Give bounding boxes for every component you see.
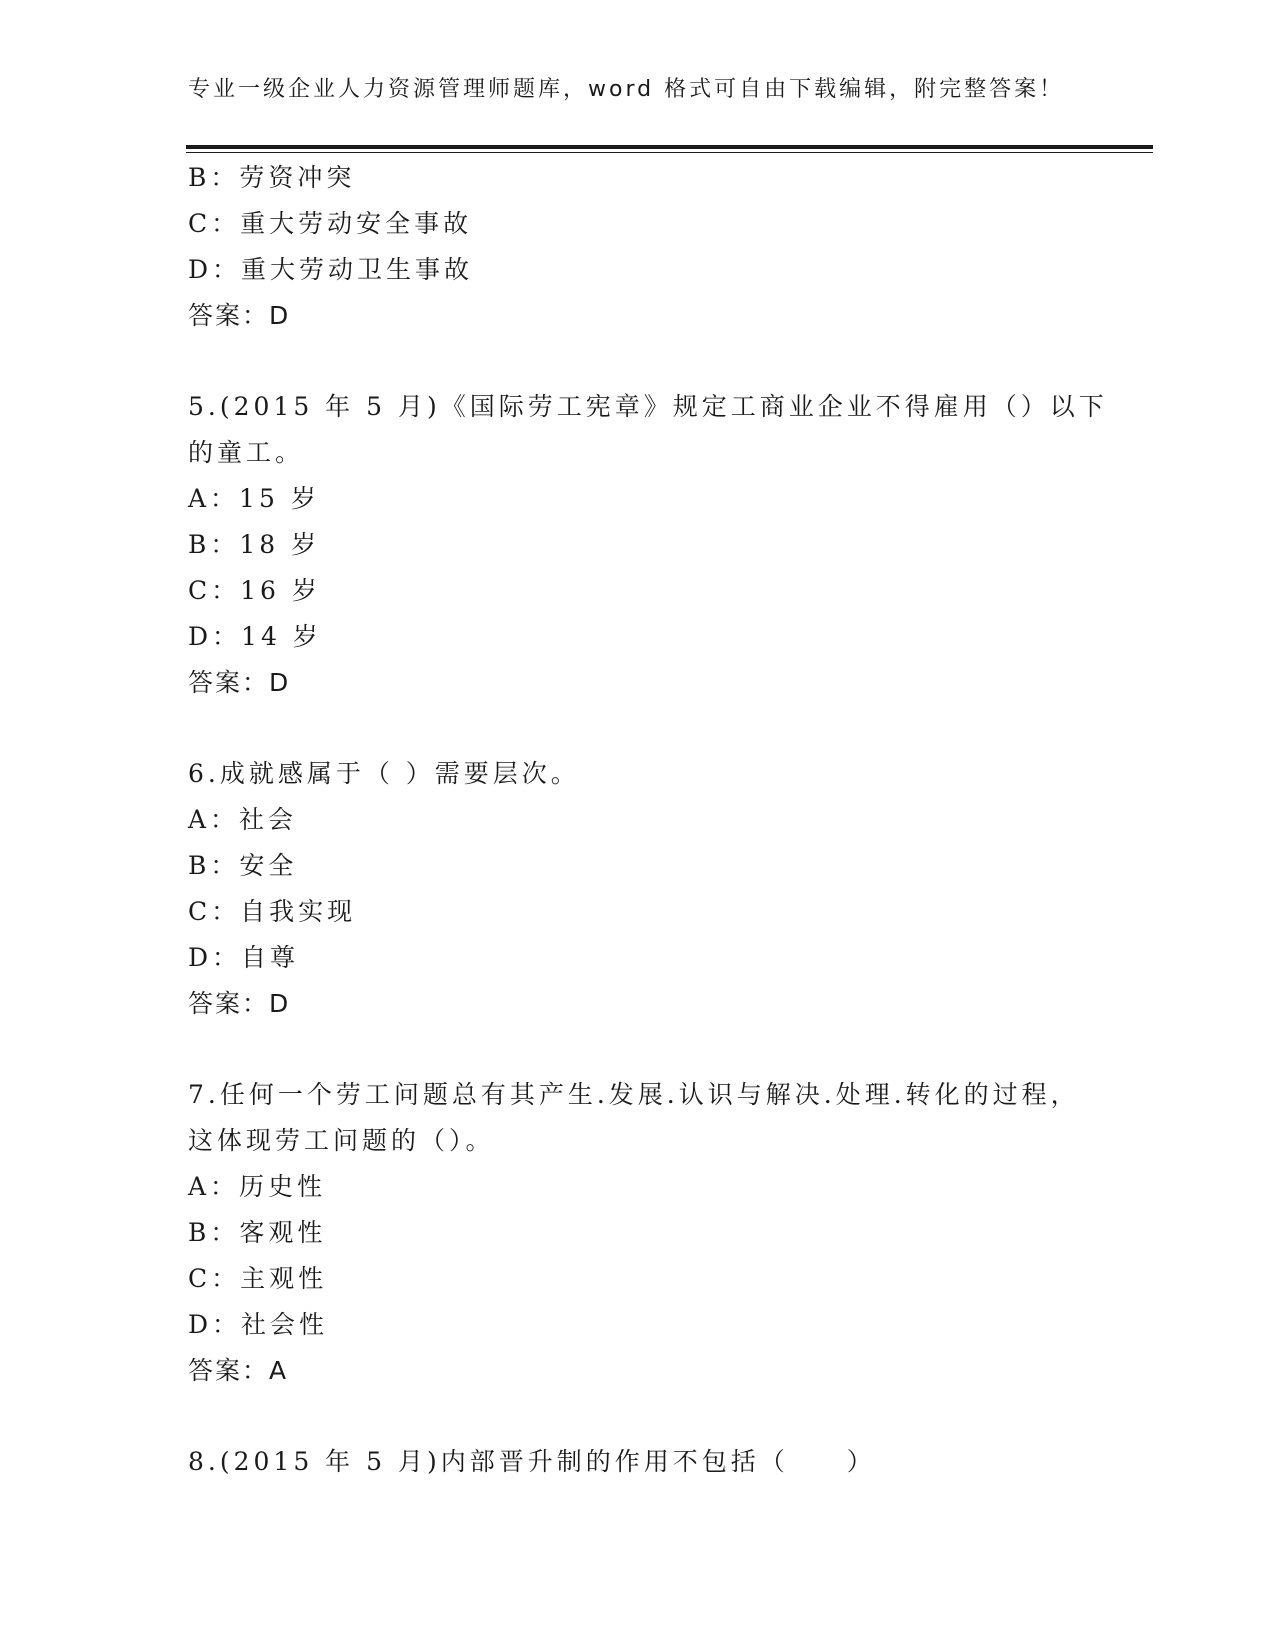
option-d: D：14 岁 (188, 622, 322, 651)
question-stem: 8.(2015 年 5 月)内部晋升制的作用不包括（ ） (188, 1447, 876, 1476)
option-c: C：16 岁 (188, 576, 321, 605)
option-a: A：社会 (188, 805, 298, 834)
question-stem-cont: 的童工。 (188, 438, 305, 467)
answer: 答案：D (188, 989, 291, 1018)
option-d: D：社会性 (188, 1310, 329, 1339)
option-d: D：自尊 (188, 943, 300, 972)
page-header: 专业一级企业人力资源管理师题库，word 格式可自由下载编辑，附完整答案！ (188, 77, 1065, 102)
answer: 答案：D (188, 668, 291, 697)
option-a: A：历史性 (188, 1172, 327, 1201)
option-b: B：客观性 (188, 1218, 327, 1247)
option-c: C：主观性 (188, 1264, 328, 1293)
question-stem: 7.任何一个劳工问题总有其产生.发展.认识与解决.处理.转化的过程， (188, 1080, 1080, 1109)
question-6 (188, 751, 1088, 1027)
question-8 (188, 1439, 1088, 1485)
answer: 答案：D (188, 301, 291, 330)
option-d: D：重大劳动卫生事故 (188, 255, 474, 284)
option-a: A：15 岁 (188, 484, 320, 513)
header-rule-thin (186, 152, 1153, 153)
question-list (188, 155, 1108, 1485)
option-b: B：安全 (188, 851, 298, 880)
header-rule-thick (186, 145, 1153, 149)
question-stem: 6.成就感属于（ ）需要层次。 (188, 759, 580, 788)
question-7 (188, 1072, 1088, 1394)
option-c: C：重大劳动安全事故 (188, 209, 473, 238)
question-stem-cont: 这体现劳工问题的（）。 (188, 1126, 495, 1155)
option-c: C：自我实现 (188, 897, 357, 926)
option-b: B：18 岁 (188, 530, 321, 559)
question-stem: 5.(2015 年 5 月)《国际劳工宪章》规定工商业企业不得雇用（）以下 (188, 392, 1108, 421)
question-5 (188, 384, 1108, 706)
answer: 答案：A (188, 1356, 289, 1385)
option-b: B：劳资冲突 (188, 163, 356, 192)
question-prev (188, 155, 1088, 339)
